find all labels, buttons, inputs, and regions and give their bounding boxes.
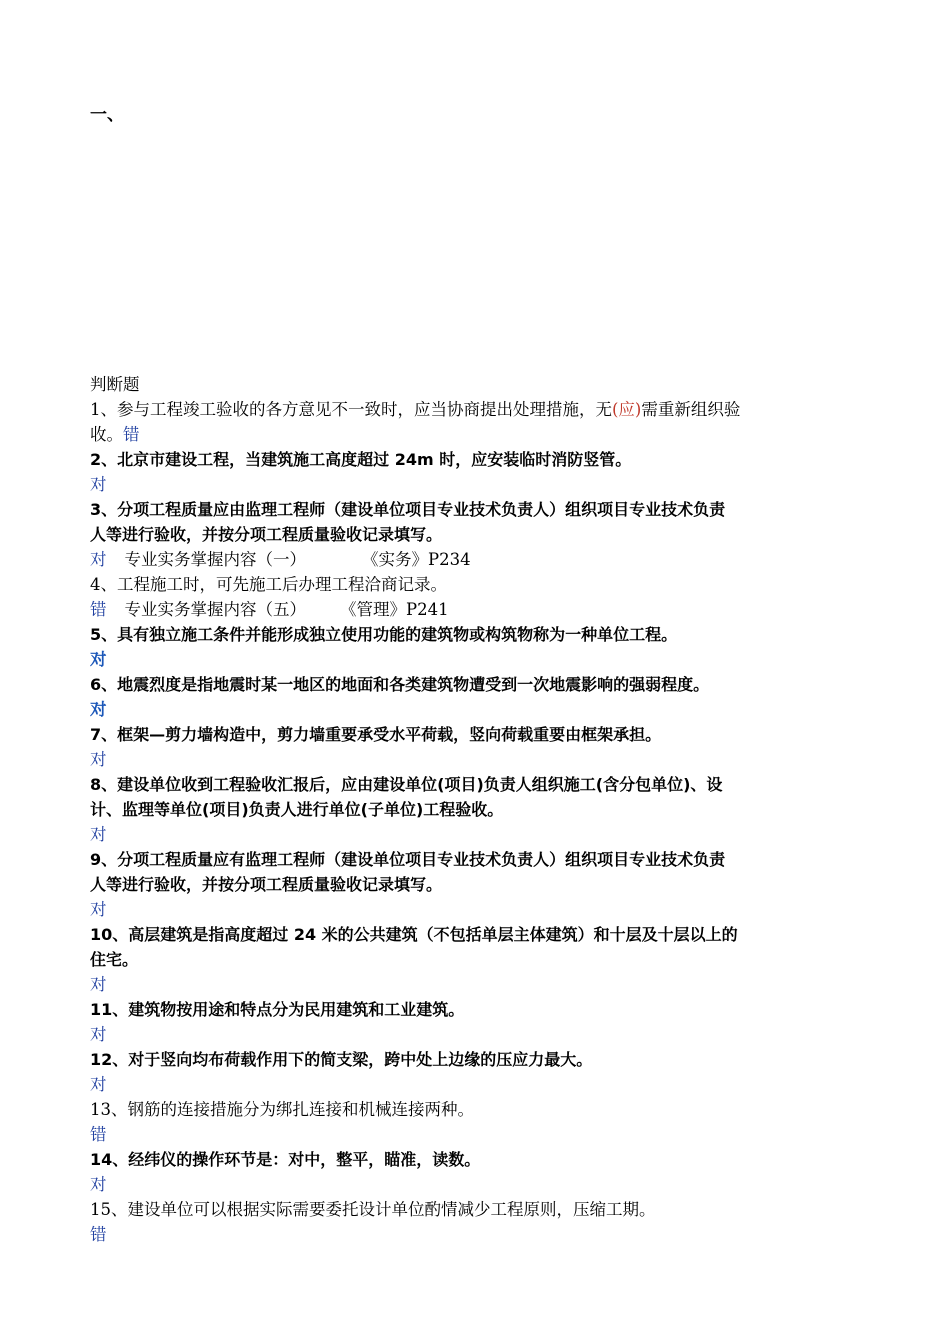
answer-7: 对 [90, 750, 107, 769]
answer-15: 错 [90, 1225, 107, 1244]
question-3-line-2: 人等进行验收，并按分项工程质量验收记录填写。 [90, 525, 443, 544]
answer-8: 对 [90, 825, 107, 844]
question-14: 14、经纬仪的操作环节是：对中，整平，瞄准，读数。 [90, 1150, 481, 1169]
question-15: 15、建设单位可以根据实际需要委托设计单位酌情减少工程原则，压缩工期。 [90, 1200, 656, 1219]
answer-4: 错 [90, 600, 107, 619]
question-1-line-2: 收。错 [90, 425, 140, 444]
answer-14: 对 [90, 1175, 107, 1194]
answer-2: 对 [90, 475, 107, 494]
answer-5: 对 [90, 650, 107, 669]
answer-10: 对 [90, 975, 107, 994]
answer-3: 对 [90, 550, 107, 569]
section-title: 判断题 [90, 375, 140, 394]
question-1-line-1: 1、参与工程竣工验收的各方意见不一致时，应当协商提出处理措施，无(应)需重新组织验 [90, 400, 741, 419]
answer-3-row [90, 547, 865, 572]
question-3-line-1: 3、分项工程质量应由监理工程师（建设单位项目专业技术负责人）组织项目专业技术负责 [90, 500, 726, 519]
note-3a: 专业实务掌握内容（一） [124, 550, 306, 569]
question-6: 6、地震烈度是指地震时某一地区的地面和各类建筑物遭受到一次地震影响的强弱程度。 [90, 675, 710, 694]
answer-1: 错 [123, 425, 140, 444]
question-8-line-1: 8、建设单位收到工程验收汇报后，应由建设单位(项目)负责人组织施工(含分包单位)、设 [90, 775, 723, 794]
question-7: 7、框架—剪力墙构造中，剪力墙重要承受水平荷载，竖向荷载重要由框架承担。 [90, 725, 662, 744]
answer-4-row [90, 597, 865, 622]
question-9-line-1: 9、分项工程质量应有监理工程师（建设单位项目专业技术负责人）组织项目专业技术负责 [90, 850, 726, 869]
question-12: 12、对于竖向均布荷载作用下的简支梁，跨中处上边缘的压应力最大。 [90, 1050, 593, 1069]
note-3b: 《实务》P234 [362, 550, 471, 569]
question-10-line-1: 10、高层建筑是指高度超过 24 米的公共建筑（不包括单层主体建筑）和十层及十层以上的 [90, 925, 738, 944]
answer-12: 对 [90, 1075, 107, 1094]
note-4a: 专业实务掌握内容（五） [124, 600, 306, 619]
question-list [90, 372, 865, 1247]
answer-6: 对 [90, 700, 107, 719]
question-11: 11、建筑物按用途和特点分为民用建筑和工业建筑。 [90, 1000, 465, 1019]
answer-13: 错 [90, 1125, 107, 1144]
note-4b: 《管理》P241 [340, 600, 449, 619]
question-8-line-2: 计、监理等单位(项目)负责人进行单位(子单位)工程验收。 [90, 800, 504, 819]
question-5: 5、具有独立施工条件并能形成独立使用功能的建筑物或构筑物称为一种单位工程。 [90, 625, 678, 644]
highlight-text: (应) [612, 400, 642, 419]
question-4: 4、工程施工时，可先施工后办理工程洽商记录。 [90, 575, 447, 594]
question-13: 13、钢筋的连接措施分为绑扎连接和机械连接两种。 [90, 1100, 474, 1119]
question-2: 2、北京市建设工程，当建筑施工高度超过 24m 时，应安装临时消防竖管。 [90, 450, 632, 469]
answer-9: 对 [90, 900, 107, 919]
section-number: 一、 [90, 105, 124, 125]
question-10-line-2: 住宅。 [90, 950, 139, 969]
answer-11: 对 [90, 1025, 107, 1044]
question-9-line-2: 人等进行验收，并按分项工程质量验收记录填写。 [90, 875, 443, 894]
